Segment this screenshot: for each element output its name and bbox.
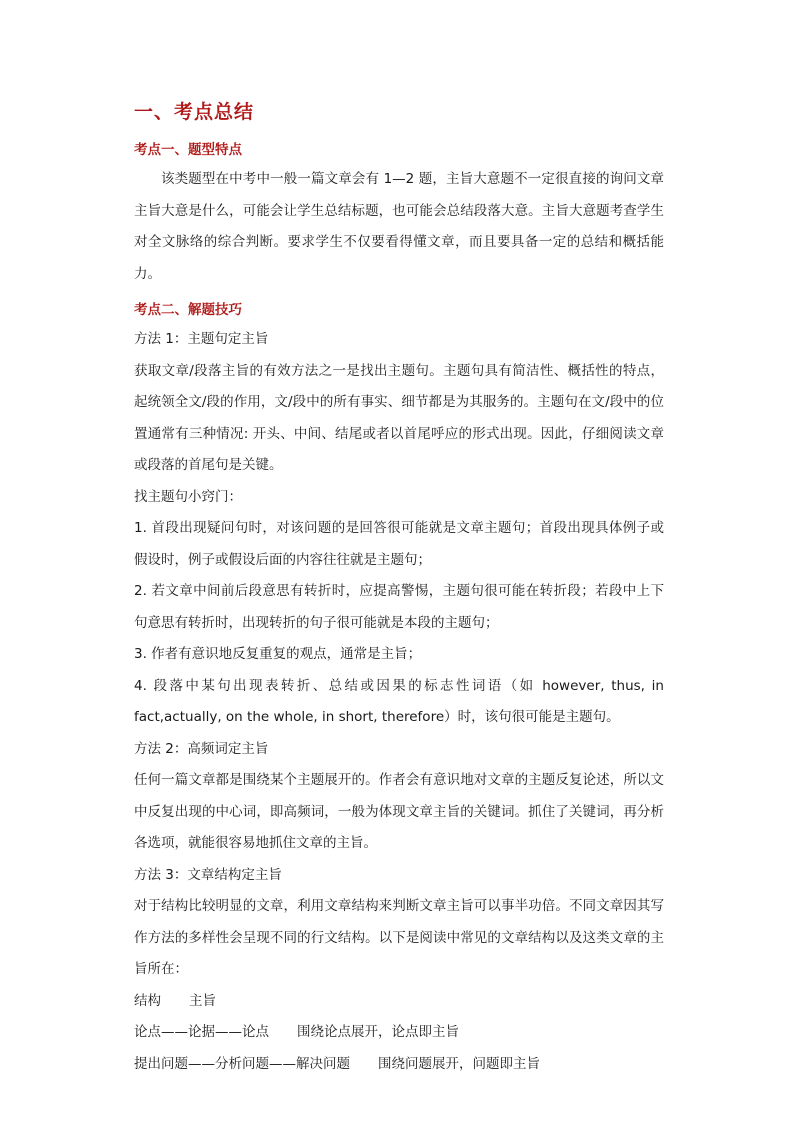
tip-item: 1. 首段出现疑问句时，对该问题的是回答很可能就是文章主题句；首段出现具体例子或假设时，例子或假设后面的内容往往就是主题句； bbox=[134, 520, 664, 568]
document-content bbox=[134, 96, 664, 1080]
structure-row bbox=[134, 1049, 664, 1081]
section-heading-question-type: 考点一、题型特点 bbox=[134, 142, 242, 158]
main-idea-cell: 围绕论点展开，论点即主旨 bbox=[297, 1024, 459, 1040]
tip-item: 3. 作者有意识地反复重复的观点，通常是主旨； bbox=[134, 646, 422, 662]
main-idea-column-header: 主旨 bbox=[189, 992, 216, 1009]
method3-title: 方法 3：文章结构定主旨 bbox=[134, 866, 282, 883]
method2-paragraph: 任何一篇文章都是围绕某个主题展开的。作者会有意识地对文章的主题反复论述，所以文中反复出现的中心词，即高频词，一般为体现文章主旨的关键词。抓住了关键词，再分析各选项，就能很容易地抓住文章的主旨。 bbox=[134, 772, 664, 851]
structure-row bbox=[134, 1017, 664, 1049]
method1-title: 方法 1：主题句定主旨 bbox=[134, 331, 269, 347]
section-heading-techniques: 考点二、解题技巧 bbox=[134, 302, 242, 318]
section-paragraph-question-type: 该类题型在中考中一般一篇文章会有 1—2 题，主旨大意题不一定很直接的询问文章主旨大意是什么，可能会让学生总结标题，也可能会总结段落大意。主旨大意题考查学生对全文脉络的综合判断。要求学生不仅要看得懂文章，而且要具备一定的总结和概括能力。 bbox=[134, 171, 664, 282]
structure-table-header bbox=[134, 986, 664, 1018]
main-idea-cell: 围绕问题展开，问题即主旨 bbox=[378, 1055, 540, 1072]
page-title: 一、考点总结 bbox=[134, 101, 255, 123]
structure-column-header: 结构 bbox=[134, 992, 161, 1009]
tip-item: 4. 段落中某句出现表转折、总结或因果的标志性词语（如 however, thus, in fact,actually, on the whole, in short, therefore）时，该句很可能是主题句。 bbox=[134, 677, 664, 725]
method2-title: 方法 2：高频词定主旨 bbox=[134, 740, 269, 757]
structure-cell: 提出问题——分析问题——解决问题 bbox=[134, 1055, 350, 1072]
method1-paragraph: 获取文章/段落主旨的有效方法之一是找出主题句。主题句具有简洁性、概括性的特点，起统领全文/段的作用，文/段中的所有事实、细节都是为其服务的。主题句在文/段中的位置通常有三种情况: 开头、中间、结尾或者以首尾呼应的形式出现。因此，仔细阅读文章或段落的首尾句是关键。 bbox=[134, 362, 664, 473]
tip-item: 2. 若文章中间前后段意思有转折时，应提高警惕，主题句很可能在转折段；若段中上下句意思有转折时，出现转折的句子很可能就是本段的主题句； bbox=[134, 583, 664, 631]
structure-cell: 论点——论据——论点 bbox=[134, 1024, 269, 1040]
method3-paragraph: 对于结构比较明显的文章，利用文章结构来判断文章主旨可以事半功倍。不同文章因其写作方法的多样性会呈现不同的行文结构。以下是阅读中常见的文章结构以及这类文章的主旨所在： bbox=[134, 898, 664, 977]
tips-title: 找主题句小窍门： bbox=[134, 488, 242, 505]
